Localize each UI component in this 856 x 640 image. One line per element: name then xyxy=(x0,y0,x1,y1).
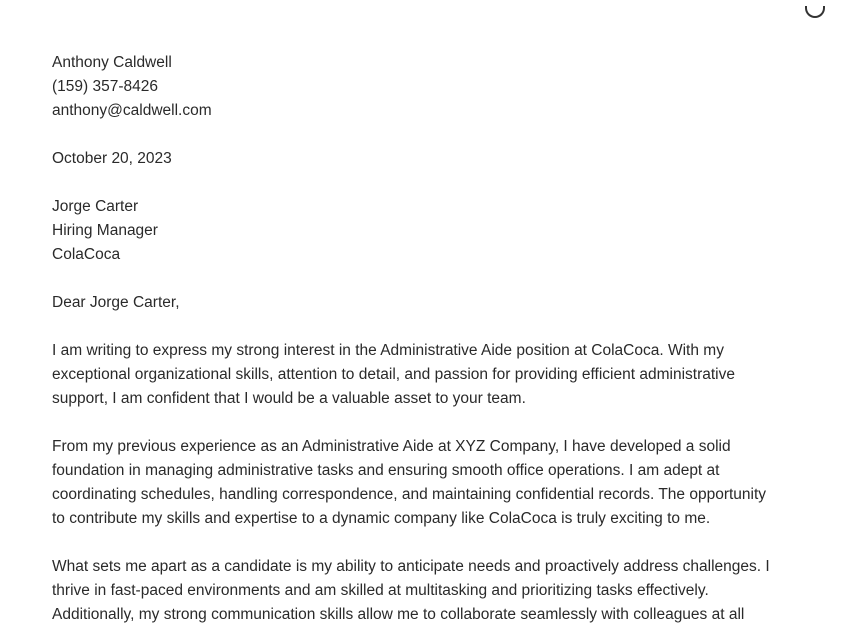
letter-date: October 20, 2023 xyxy=(52,150,172,167)
paragraph-line: support, I am confident that I would be a valuable asset to your team. xyxy=(52,390,526,407)
paragraph-line: I am writing to express my strong interest in the Administrative Aide position at ColaCoca. With my xyxy=(52,342,724,359)
cover-letter xyxy=(52,51,770,627)
recipient-name: Jorge Carter xyxy=(52,198,139,215)
paragraph-line: coordinating schedules, handling correspondence, and maintaining confidential records. The opportunity xyxy=(52,486,767,503)
loading-spinner-icon xyxy=(805,6,825,18)
paragraph-1 xyxy=(52,339,770,411)
sender-name: Anthony Caldwell xyxy=(52,54,172,71)
paragraph-line: From my previous experience as an Administrative Aide at XYZ Company, I have developed a solid xyxy=(52,438,731,455)
paragraph-line: What sets me apart as a candidate is my ability to anticipate needs and proactively address challenges. I xyxy=(52,558,770,575)
paragraph-line: exceptional organizational skills, attention to detail, and passion for providing efficient administrative xyxy=(52,366,735,383)
sender-phone: (159) 357-8426 xyxy=(52,78,158,95)
sender-email: anthony@caldwell.com xyxy=(52,102,212,119)
paragraph-2 xyxy=(52,435,770,531)
recipient-title: Hiring Manager xyxy=(52,222,158,239)
salutation: Dear Jorge Carter, xyxy=(52,294,180,311)
paragraph-3 xyxy=(52,555,770,627)
paragraph-line: thrive in fast-paced environments and am skilled at multitasking and prioritizing tasks effectively. xyxy=(52,582,709,599)
recipient-company: ColaCoca xyxy=(52,246,121,263)
paragraph-line: Additionally, my strong communication skills allow me to collaborate seamlessly with colleagues at all xyxy=(52,606,745,623)
paragraph-line: to contribute my skills and expertise to a dynamic company like ColaCoca is truly exciting to me. xyxy=(52,510,711,527)
paragraph-line: foundation in managing administrative tasks and ensuring smooth office operations. I am adept at xyxy=(52,462,720,479)
